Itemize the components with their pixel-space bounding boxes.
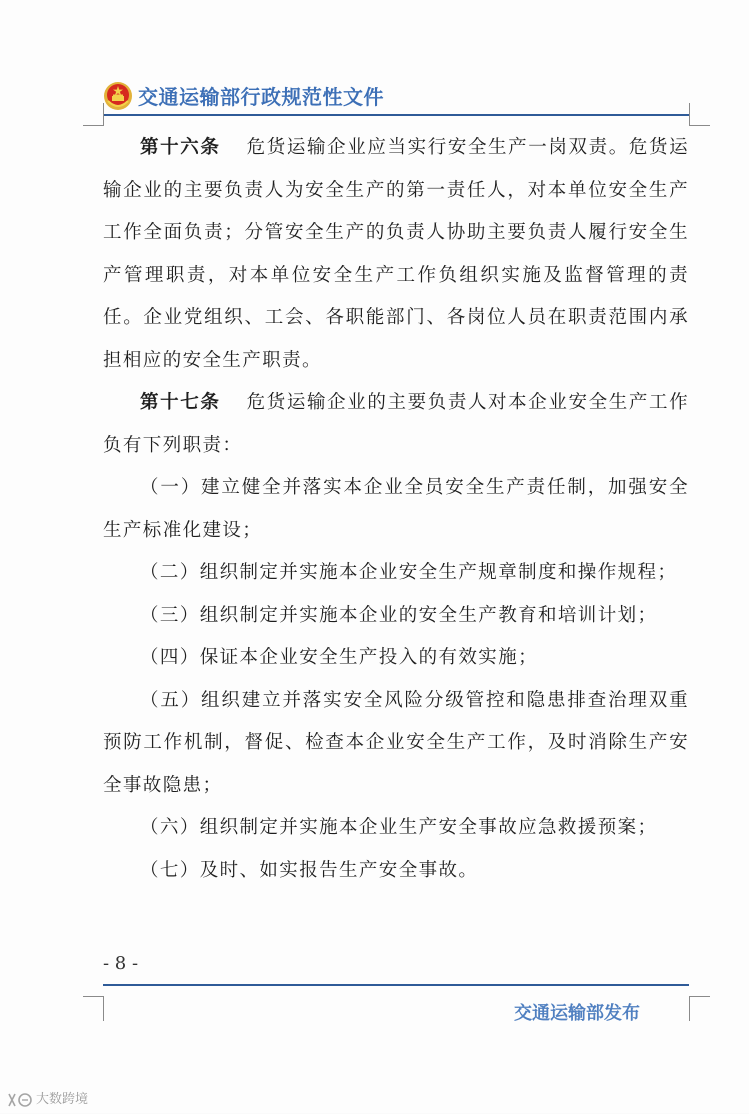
header-title: 交通运输部行政规范性文件	[138, 85, 384, 109]
article-17-item-5: （五）组织建立并落实安全风险分级管控和隐患排查治理双重预防工作机制，督促、检查本企业安全生产工作，及时消除生产安全事故隐患；	[103, 689, 689, 796]
national-emblem-icon	[103, 81, 133, 111]
article-17-item-2: （二）组织制定并实施本企业安全生产规章制度和操作规程；	[140, 562, 678, 583]
watermark-text: 大数跨境	[36, 1092, 89, 1107]
crop-mark-bottom-left	[83, 996, 104, 1021]
article-16-paragraph	[103, 127, 689, 382]
article-17-text: 危货运输企业的主要负责人对本企业安全生产工作负有下列职责：	[103, 392, 689, 456]
footer-divider	[103, 984, 689, 986]
document-body	[103, 127, 689, 892]
article-16-label: 第十六条	[140, 137, 221, 158]
article-17-item-4: （四）保证本企业安全生产投入的有效实施；	[140, 647, 539, 668]
article-17-paragraph	[103, 382, 689, 467]
crop-mark-top-left	[83, 103, 104, 126]
article-17-label: 第十七条	[140, 392, 221, 413]
article-17-item-1: （一）建立健全并落实本企业全员安全生产责任制，加强安全生产标准化建设；	[103, 477, 689, 541]
crop-mark-bottom-right	[689, 996, 710, 1021]
article-17-item-3: （三）组织制定并实施本企业的安全生产教育和培训计划；	[140, 604, 658, 626]
article-16-text: 危货运输企业应当实行安全生产一岗双责。危货运输企业的主要负责人为安全生产的第一责任人，对本单位安全生产工作全面负责；分管安全生产的负责人协助主要负责人履行安全生产管理职责，对本单位安全生产工作负组织实施及监督管理的责任。企业党组织、工会、各职能部门、各岗位人员在职责范围内承担相应的安全生产职责。	[103, 137, 689, 371]
crop-mark-top-right	[689, 103, 710, 126]
article-17-item-6: （六）组织制定并实施本企业生产安全事故应急救援预案；	[140, 817, 658, 838]
header-divider	[103, 114, 689, 116]
page-number: - 8 -	[103, 953, 139, 974]
article-17-item-7: （七）及时、如实报告生产安全事故。	[140, 859, 479, 881]
publisher-label: 交通运输部发布	[514, 1003, 640, 1024]
